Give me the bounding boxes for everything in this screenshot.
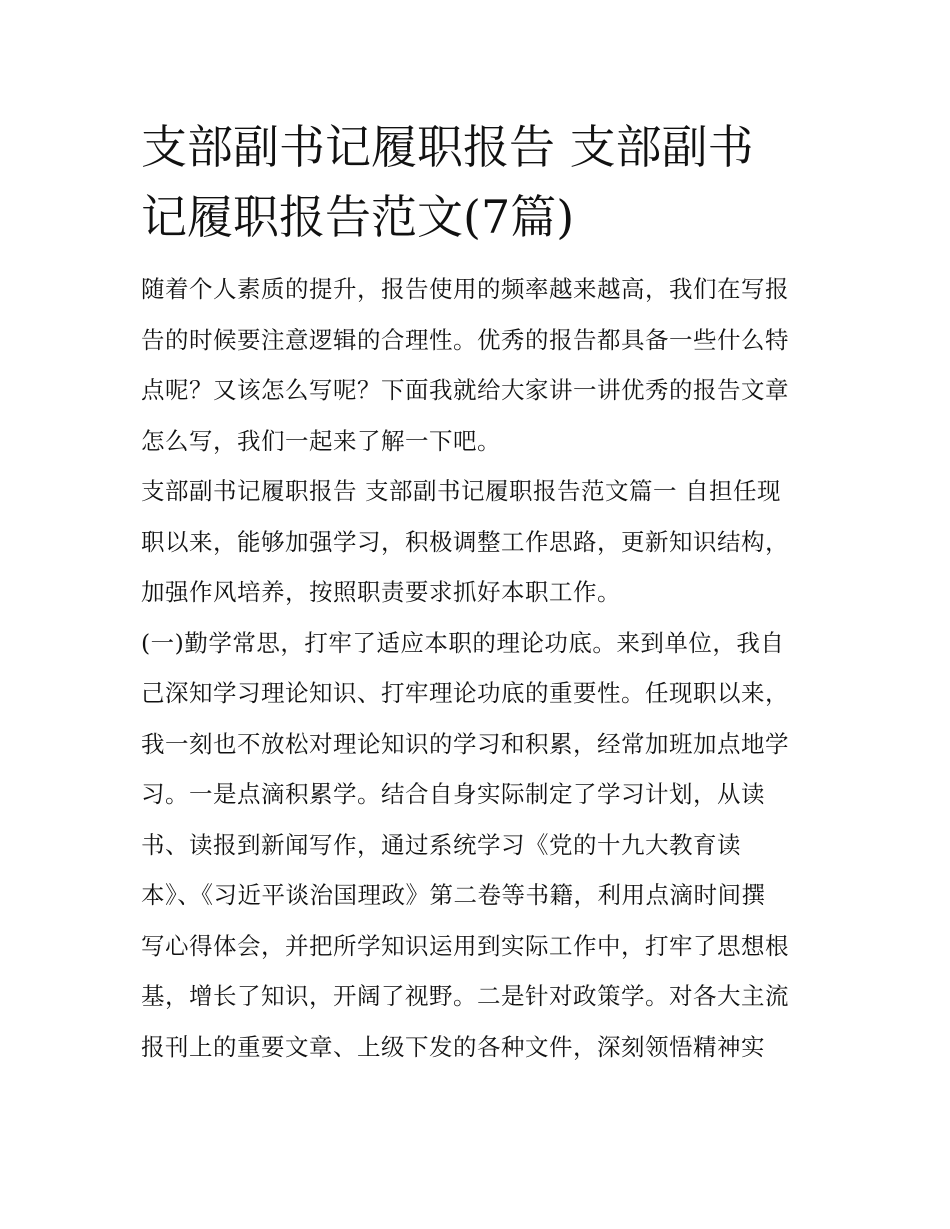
- document-title: [141, 112, 813, 252]
- paragraph-intro: [141, 264, 813, 466]
- text-line: 告的时候要注意逻辑的合理性。优秀的报告都具备一些什么特: [141, 325, 789, 354]
- text-line: 加强作风培养，按照职责要求抓好本职工作。: [141, 578, 621, 606]
- text-line: 怎么写，我们一起来了解一下吧。: [141, 426, 501, 455]
- text-line: 本》、《习近平谈治国理政》第二卷等书籍，利用点滴时间撰: [141, 881, 766, 909]
- text-line: 职以来，能够加强学习，积极调整工作思路，更新知识结构，: [141, 527, 789, 556]
- title-line: 支部副书记履职报告 支部副书: [141, 120, 754, 174]
- text-line: 习。一是点滴积累学。结合自身实际制定了学习计划，从读: [141, 780, 765, 808]
- text-line: 我一刻也不放松对理论知识的学习和积累，经常加班加点地学: [141, 729, 789, 758]
- document-page: [141, 112, 813, 1072]
- text-line: (一)勤学常思，打牢了适应本职的理论功底。来到单位，我自: [141, 628, 785, 657]
- text-line: 书、读报到新闻写作，通过系统学习《党的十九大教育读: [141, 830, 741, 859]
- text-line: 支部副书记履职报告 支部副书记履职报告范文篇一 自担任现: [141, 477, 781, 505]
- paragraph-report-one: [141, 466, 813, 618]
- text-line: 己深知学习理论知识、打牢理论功底的重要性。任现职以来，: [141, 679, 789, 707]
- text-line: 随着个人素质的提升，报告使用的频率越来越高，我们在写报: [141, 275, 789, 303]
- text-line: 点呢？又该怎么写呢？下面我就给大家讲一讲优秀的报告文章: [141, 376, 789, 404]
- text-line: 报刊上的重要文章、上级下发的各种文件，深刻领悟精神实: [141, 1032, 765, 1061]
- paragraph-section-one: [141, 618, 813, 1073]
- text-line: 基，增长了知识，开阔了视野。二是针对政策学。对各大主流: [141, 982, 789, 1010]
- text-line: 写心得体会，并把所学知识运用到实际工作中，打牢了思想根: [141, 931, 789, 960]
- title-line: 记履职报告范文(7篇): [141, 190, 575, 244]
